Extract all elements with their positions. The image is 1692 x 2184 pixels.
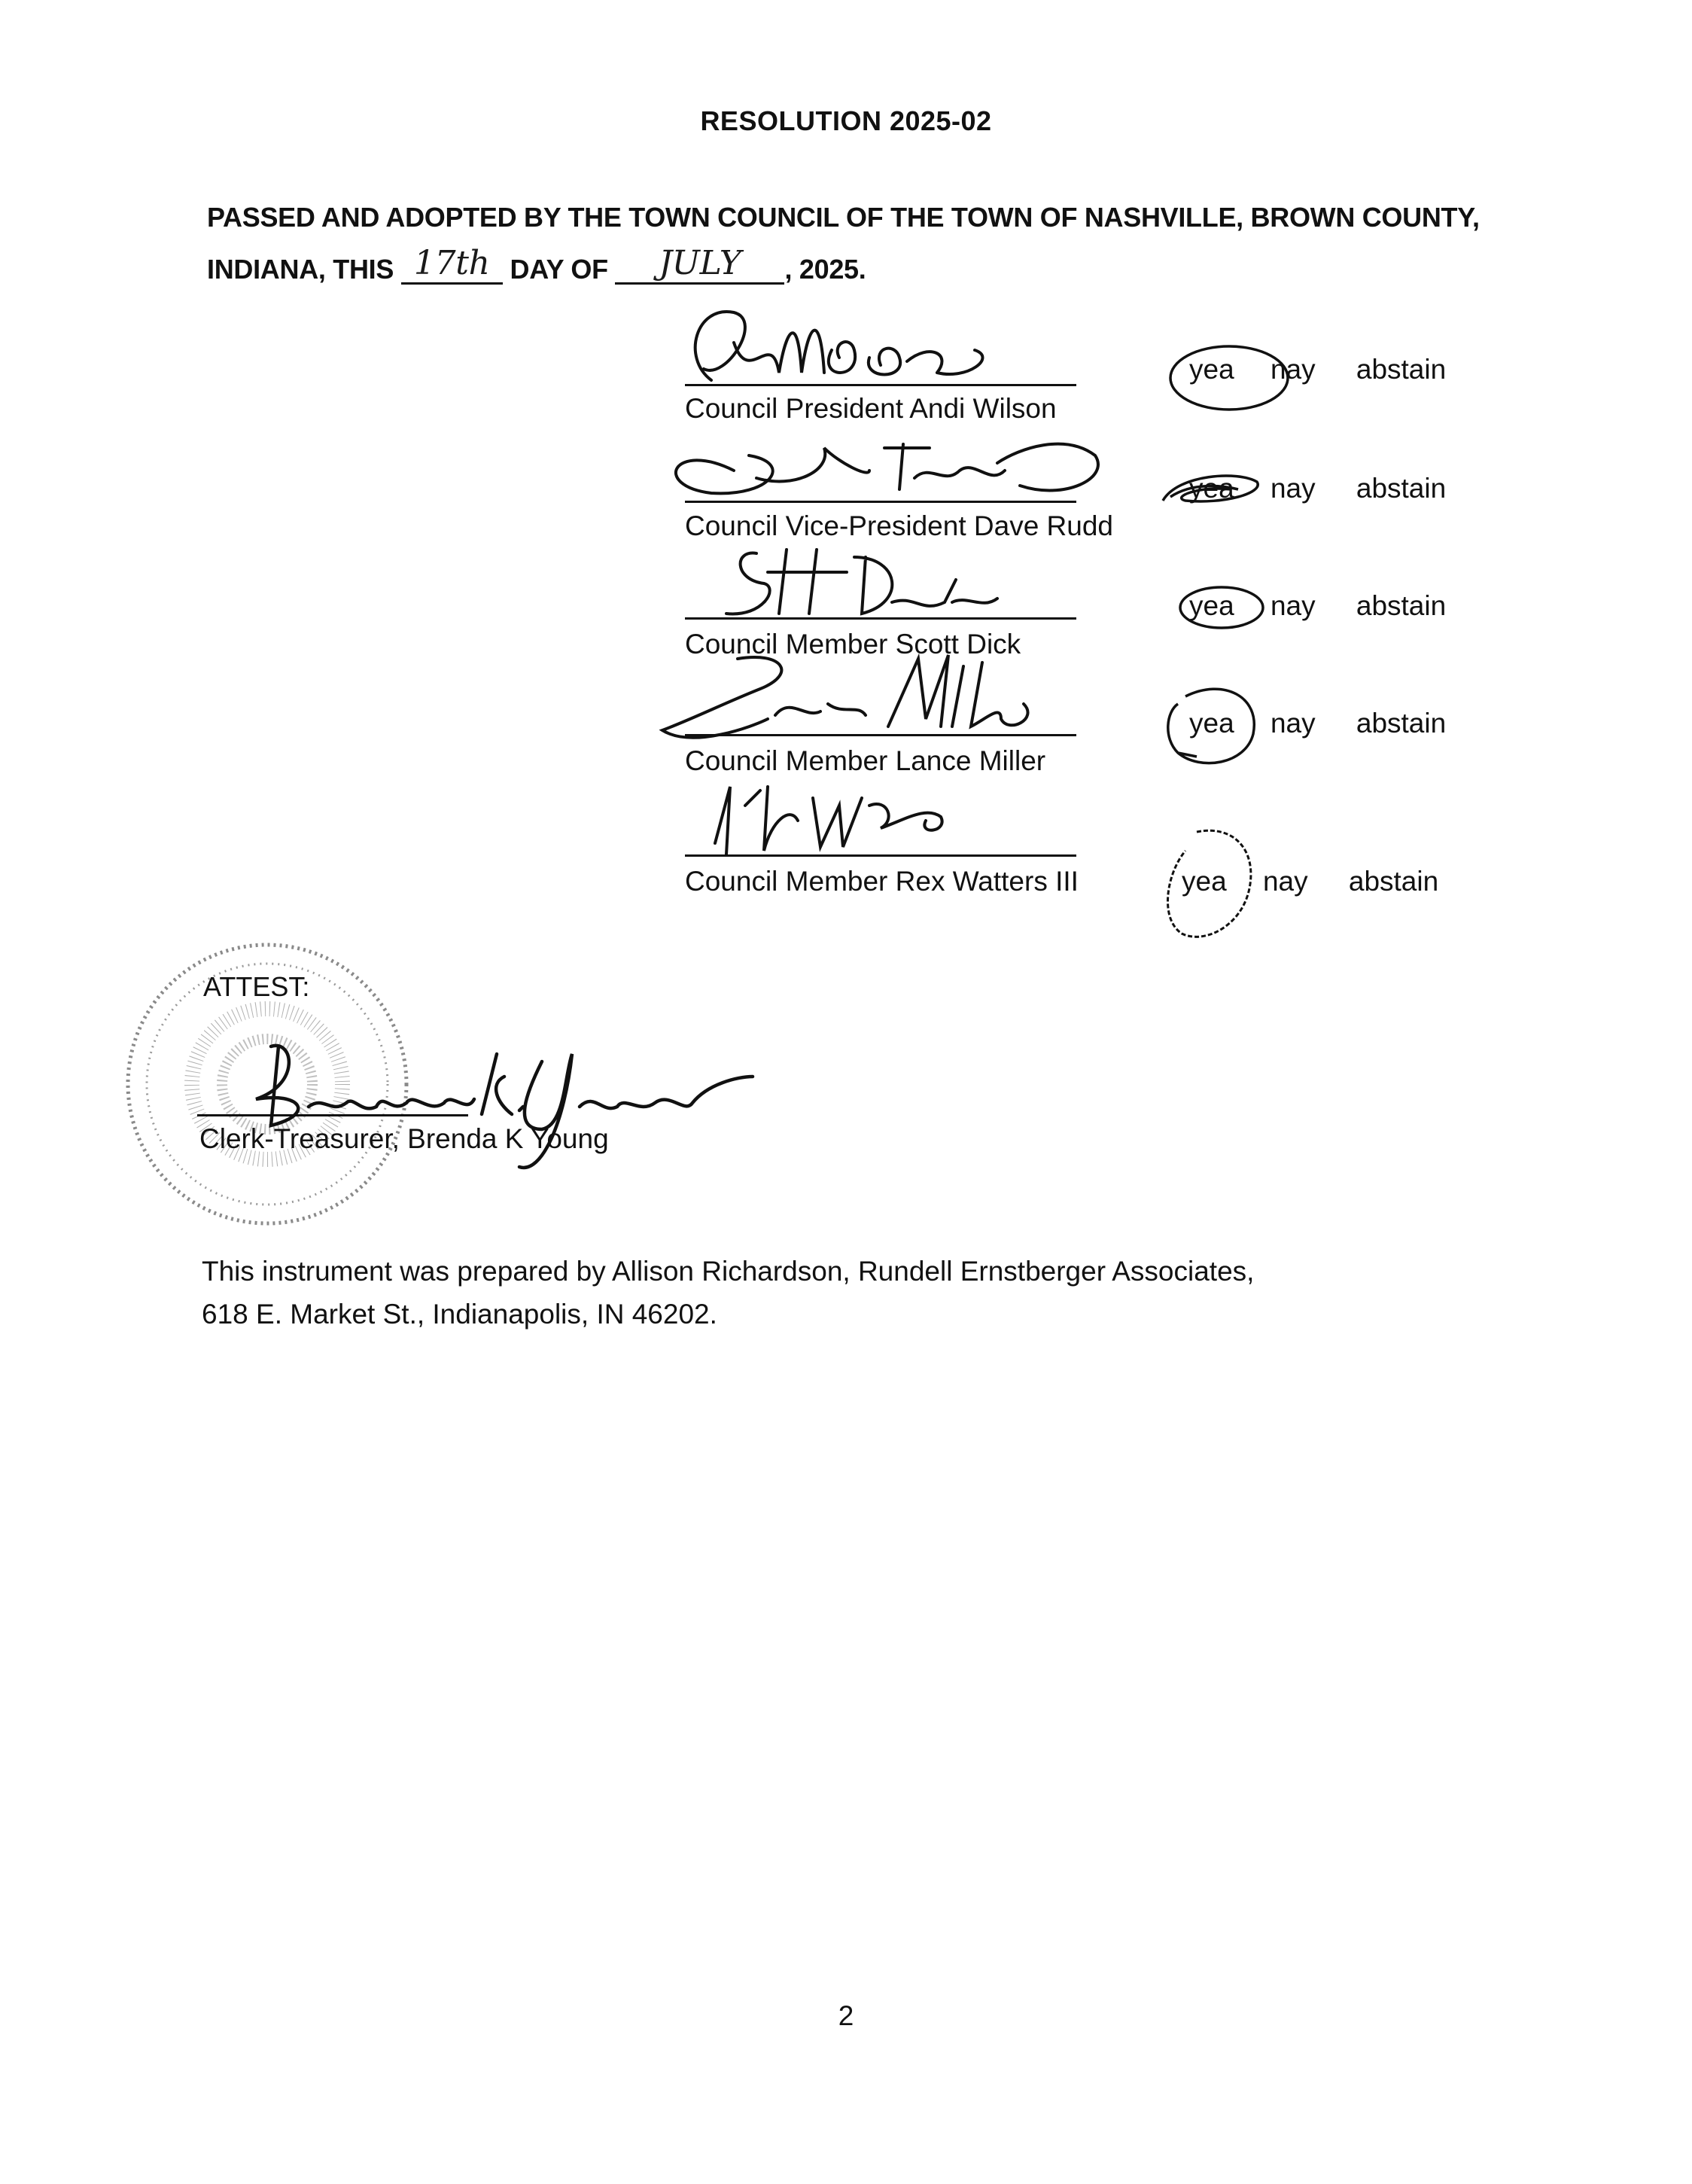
signatory-title-5: Council Member Rex Watters III <box>685 866 1079 897</box>
vote-nay-1: nay <box>1270 354 1316 385</box>
attest-label: ATTEST: <box>203 971 310 1002</box>
signatory-title-1: Council President Andi Wilson <box>685 393 1057 424</box>
adoption-prefix: INDIANA, THIS <box>207 254 394 285</box>
vote-nay-5: nay <box>1262 866 1308 897</box>
month-field: JULY <box>615 244 784 285</box>
vote-nay-4: nay <box>1270 708 1316 739</box>
signature-scott-dick <box>696 542 1058 625</box>
signature-line-5 <box>685 854 1076 857</box>
adoption-suffix: , 2025. <box>784 254 866 285</box>
preparer-line-2: 618 E. Market St., Indianapolis, IN 46202. <box>202 1299 717 1330</box>
signatory-title-4: Council Member Lance Miller <box>685 745 1046 776</box>
signatory-title-3: Council Member Scott Dick <box>685 629 1021 659</box>
vote-yea-4: yea <box>1189 708 1234 739</box>
vote-yea-5: yea <box>1182 866 1227 897</box>
yea-mark-2 <box>1155 467 1276 512</box>
vote-abstain-3: abstain <box>1356 590 1447 621</box>
vote-yea-2: yea <box>1189 473 1234 504</box>
vote-abstain-5: abstain <box>1348 866 1439 897</box>
vote-yea-3: yea <box>1189 590 1234 621</box>
yea-circle-1 <box>1163 339 1298 418</box>
vote-nay-3: nay <box>1270 590 1316 621</box>
signature-line-2 <box>685 501 1076 503</box>
adoption-middle: DAY OF <box>510 254 608 285</box>
vote-abstain-2: abstain <box>1356 473 1447 504</box>
signature-lance-miller <box>647 644 1084 757</box>
yea-circle-5 <box>1152 821 1272 949</box>
vote-nay-2: nay <box>1270 473 1316 504</box>
vote-abstain-1: abstain <box>1356 354 1447 385</box>
signature-line-4 <box>685 734 1076 736</box>
signature-line-3 <box>685 617 1076 620</box>
adoption-line-1: PASSED AND ADOPTED BY THE TOWN COUNCIL OF THE TOWN OF NASHVILLE, BROWN COUNTY, <box>207 202 1480 233</box>
resolution-title: RESOLUTION 2025-02 <box>700 105 992 136</box>
signature-brenda-young <box>226 1031 768 1182</box>
signature-line-1 <box>685 384 1076 386</box>
yea-circle-3 <box>1174 583 1272 632</box>
attest-signature-line <box>197 1114 468 1116</box>
signature-andi-wilson <box>681 297 1027 403</box>
adoption-line-2 <box>207 244 866 289</box>
vote-yea-1: yea <box>1189 354 1234 385</box>
yea-circle-4 <box>1155 681 1268 775</box>
signature-rex-watters <box>700 775 1016 866</box>
page-number: 2 <box>838 2000 854 2031</box>
preparer-line-1: This instrument was prepared by Allison Richardson, Rundell Ernstberger Associates, <box>202 1256 1255 1287</box>
signatory-title-2: Council Vice-President Dave Rudd <box>685 510 1114 541</box>
day-field: 17th <box>401 244 503 285</box>
vote-abstain-4: abstain <box>1356 708 1447 739</box>
attest-signer-title: Clerk-Treasurer, Brenda K Young <box>199 1123 609 1154</box>
